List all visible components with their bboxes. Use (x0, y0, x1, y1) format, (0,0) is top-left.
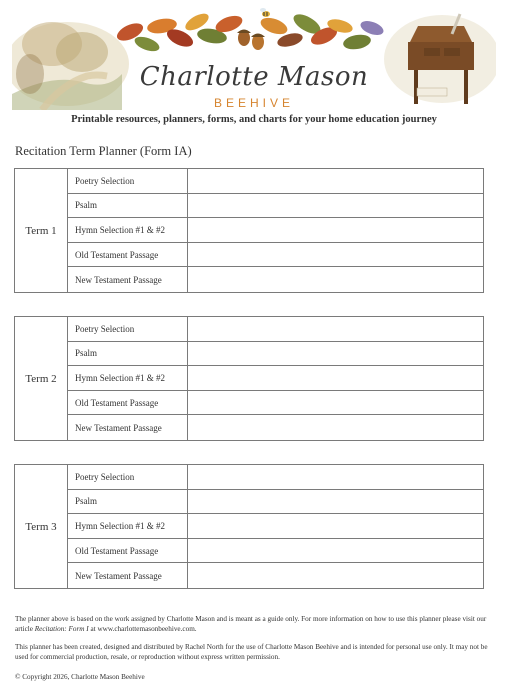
entry-field[interactable] (188, 169, 483, 193)
row-label: Old Testament Passage (67, 539, 188, 563)
form-title: Recitation Term Planner (Form IA) (15, 144, 192, 158)
term-table-1 (14, 168, 484, 293)
entry-field[interactable] (188, 490, 483, 514)
footer-note-text: at www.charlottemasonbeehive.com. (88, 625, 197, 633)
row-label: Poetry Selection (67, 465, 188, 489)
acorn-icon (237, 30, 265, 51)
entry-field[interactable] (188, 243, 483, 267)
table-row (67, 243, 483, 268)
footer-note-license: This planner has been created, designed and distributed by Rachel North for the use of Charlotte Mason Beehive and is intended for personal use only. It may not be used for commercial production, resale, or reproduction without express written permission. (15, 643, 488, 661)
row-label: Hymn Selection #1 & #2 (67, 366, 188, 390)
row-label: Psalm (67, 342, 188, 366)
entry-field[interactable] (188, 563, 483, 588)
term-label: Term 2 (15, 317, 68, 440)
table-row (67, 317, 483, 342)
bee-icon (260, 8, 270, 17)
entry-field[interactable] (188, 218, 483, 242)
row-label: Psalm (67, 194, 188, 218)
table-row (67, 169, 483, 194)
copyright: © Copyright 2026, Charlotte Mason Beehive (15, 673, 145, 681)
table-row (67, 514, 483, 539)
entry-field[interactable] (188, 465, 483, 489)
entry-field[interactable] (188, 539, 483, 563)
row-label: Poetry Selection (67, 317, 188, 341)
article-link[interactable]: Recitation: Form I (34, 625, 89, 633)
table-row (67, 366, 483, 391)
row-label: Hymn Selection #1 & #2 (67, 218, 188, 242)
entry-field[interactable] (188, 267, 483, 292)
table-row (67, 218, 483, 243)
banner-illustration (12, 4, 496, 110)
entry-field[interactable] (188, 514, 483, 538)
table-row (67, 539, 483, 564)
entry-field[interactable] (188, 194, 483, 218)
tagline: Printable resources, planners, forms, and charts for your home education journey (71, 114, 437, 125)
table-row (67, 391, 483, 416)
row-label: New Testament Passage (67, 415, 188, 440)
entry-field[interactable] (188, 391, 483, 415)
table-row (67, 465, 483, 490)
table-row (67, 267, 483, 292)
brand-subname: BEEHIVE (213, 96, 295, 110)
entry-field[interactable] (188, 342, 483, 366)
footer-note-text: The planner above is based on the work assigned by Charlotte Mason and is meant as a guide only. For more information on how to use this planner please visit our article (15, 615, 487, 633)
row-label: New Testament Passage (67, 563, 188, 588)
table-row (67, 342, 483, 367)
row-label: Old Testament Passage (67, 243, 188, 267)
table-row (67, 490, 483, 515)
footer-note-usage (15, 614, 495, 634)
row-label: New Testament Passage (67, 267, 188, 292)
header-banner (12, 4, 496, 110)
table-row (67, 563, 483, 588)
row-label: Poetry Selection (67, 169, 188, 193)
row-label: Psalm (67, 490, 188, 514)
entry-field[interactable] (188, 317, 483, 341)
row-label: Old Testament Passage (67, 391, 188, 415)
table-row (67, 194, 483, 219)
brand-name: Charlotte Mason (139, 62, 369, 92)
entry-field[interactable] (188, 415, 483, 440)
entry-field[interactable] (188, 366, 483, 390)
row-label: Hymn Selection #1 & #2 (67, 514, 188, 538)
term-table-3 (14, 464, 484, 589)
term-label: Term 1 (15, 169, 68, 292)
term-table-2 (14, 316, 484, 441)
table-row (67, 415, 483, 440)
term-label: Term 3 (15, 465, 68, 588)
